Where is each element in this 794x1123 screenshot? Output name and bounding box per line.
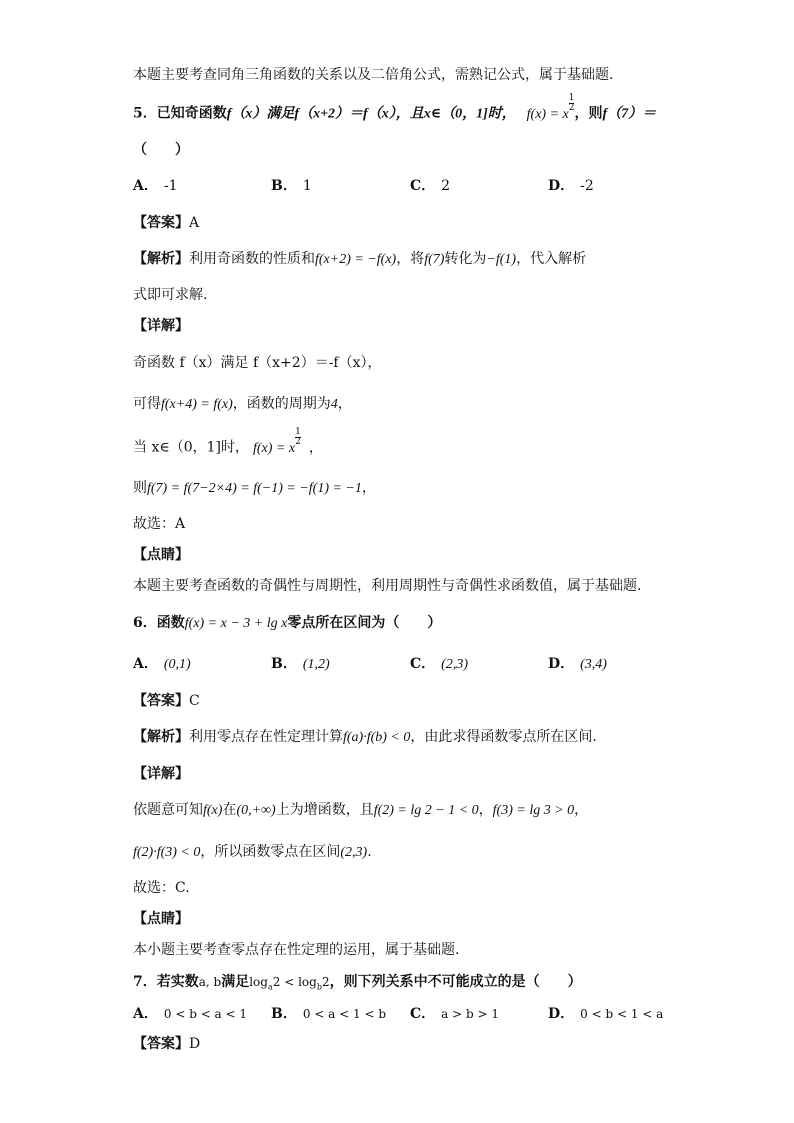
q6-option-a: A． (0,1) xyxy=(133,656,191,672)
q5-detail-3: 当 x∈（0，1]时， $f(x) = x\frac{1}{2}$ ， xyxy=(133,427,323,456)
q7-answer: 【答案】D xyxy=(133,1036,201,1052)
q6-stem: 6．函数f(x) = x − 3 + lg x零点所在区间为（ ） xyxy=(133,615,442,631)
q5-comment-tag: 【点睛】 xyxy=(133,547,189,563)
q5-paren: （ ） xyxy=(133,142,189,158)
q5-option-d: D． -2 xyxy=(548,178,594,194)
q5-detail-tag: 【详解】 xyxy=(133,318,189,334)
q5-answer: 【答案】A xyxy=(133,215,200,231)
q5-comment: 本题主要考查函数的奇偶性与周期性，利用周期性与奇偶性求函数值，属于基础题. xyxy=(133,578,642,594)
q6-option-c: C． (2,3) xyxy=(410,656,468,672)
q6-detail-1: 依题意可知f(x)在(0,+∞)上为增函数，且f(2) = lg 2 − 1 < 0，f(3) = lg 3 > 0， xyxy=(133,802,589,818)
q5-detail-5: 故选：A xyxy=(133,516,186,532)
q6-comment: 本小题主要考查零点存在性定理的运用，属于基础题. xyxy=(133,942,460,958)
q7-option-b: B． 0 < a < 1 < b xyxy=(271,1006,386,1022)
q7-log-expr: $\log_a2 < \log_b2$ xyxy=(249,975,330,992)
q6-detail-tag: 【详解】 xyxy=(133,766,189,782)
q5-option-c: C． 2 xyxy=(410,178,451,194)
q7-option-d: D． 0 < b < 1 < a xyxy=(548,1006,664,1022)
q5-power-expr: $f(x) = x\frac{1}{2}$ xyxy=(526,93,575,122)
q7-option-c: C． a > b > 1 xyxy=(410,1006,499,1022)
q6-detail-2: f(2)·f(3) < 0，所以函数零点在区间(2,3). xyxy=(133,844,372,860)
q6-answer: 【答案】C xyxy=(133,693,200,709)
q6-analysis: 【解析】利用零点存在性定理计算f(a)·f(b) < 0，由此求得函数零点所在区间. xyxy=(133,729,597,745)
q6-comment-tag: 【点睛】 xyxy=(133,911,189,927)
q7-option-a: A． 0 < b < a < 1 xyxy=(133,1006,248,1022)
q6-option-b: B． (1,2) xyxy=(271,656,330,672)
q5-option-b: B． 1 xyxy=(271,178,312,194)
q6-detail-3: 故选：C. xyxy=(133,880,190,896)
q5-option-a: A． -1 xyxy=(133,178,178,194)
q5-stem: 5．已知奇函数f（x）满足f（x+2）＝f（x），且x∈（0，1]时， $f(x) = x\frac{1}{2}$ ，则f（7）＝ xyxy=(133,93,657,122)
q5-analysis-cont: 式即可求解. xyxy=(133,287,208,303)
q7-stem: 7．若实数a, b满足$\log_a2 < \log_b2$，则下列关系中不可能成立的是（ ） xyxy=(133,974,582,992)
intro-summary: 本题主要考查同角三角函数的关系以及二倍角公式，需熟记公式，属于基础题. xyxy=(133,67,614,83)
q5-detail-4: 则f(7) = f(7−2×4) = f(−1) = −f(1) = −1， xyxy=(133,480,376,496)
q6-option-d: D． (3,4) xyxy=(548,656,607,672)
q5-detail-2: 可得f(x+4) = f(x)，函数的周期为4， xyxy=(133,396,352,412)
q5-detail-1: 奇函数 f（x）满足 f（x+2）＝-f（x）， xyxy=(133,355,382,371)
q5-analysis: 【解析】利用奇函数的性质和f(x+2) = −f(x)，将f(7)转化为−f(1)，代入解析 xyxy=(133,251,587,267)
